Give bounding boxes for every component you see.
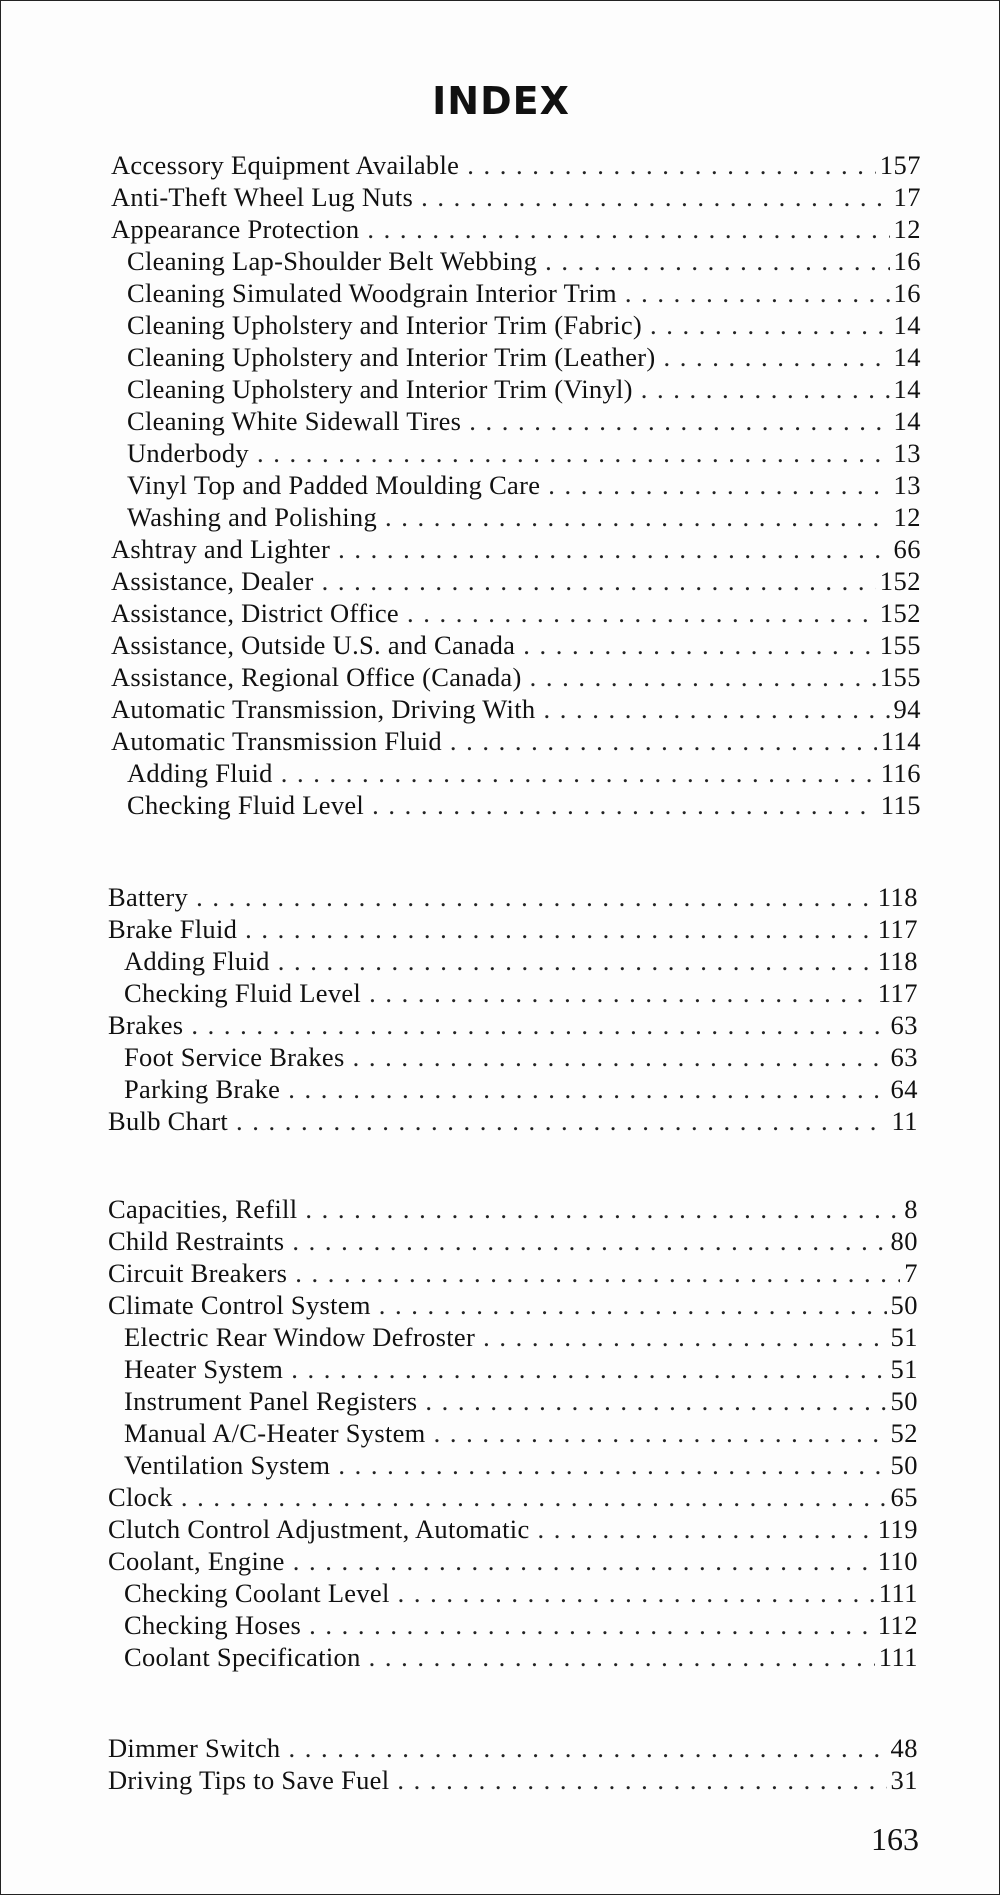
entry-page-number: 114 xyxy=(880,726,921,756)
entry-page-number: 111 xyxy=(878,1578,918,1608)
entry-page-number: 14 xyxy=(893,374,921,404)
entry-label: Brake Fluid xyxy=(108,914,238,944)
dot-leader xyxy=(181,1481,887,1513)
entry-page-number: 31 xyxy=(890,1765,918,1795)
page-title: INDEX xyxy=(432,79,570,123)
index-entry xyxy=(108,1009,918,1041)
entry-label: Brakes xyxy=(108,1010,184,1040)
index-subentry xyxy=(111,437,921,469)
entry-label: Child Restraints xyxy=(108,1226,285,1256)
dot-leader xyxy=(407,597,876,629)
entry-label: Underbody xyxy=(127,438,249,468)
dot-leader xyxy=(545,245,889,277)
entry-label: Accessory Equipment Available xyxy=(111,150,460,180)
entry-page-number: 94 xyxy=(893,694,921,724)
index-group-b xyxy=(108,881,918,1137)
entry-page-number: 13 xyxy=(893,470,921,500)
dot-leader xyxy=(397,1764,886,1796)
index-entry xyxy=(108,1764,918,1796)
entry-page-number: 50 xyxy=(890,1290,918,1320)
dot-leader xyxy=(543,693,889,725)
dot-leader xyxy=(523,629,876,661)
entry-page-number: 48 xyxy=(890,1733,918,1763)
dot-leader xyxy=(292,1225,886,1257)
entry-page-number: 118 xyxy=(877,946,918,976)
entry-label: Battery xyxy=(108,882,189,912)
index-entry xyxy=(111,213,921,245)
entry-label: Checking Fluid Level xyxy=(124,978,362,1008)
entry-page-number: 115 xyxy=(880,790,921,820)
index-subentry xyxy=(108,1577,918,1609)
index-entry xyxy=(108,1105,918,1137)
index-subentry xyxy=(111,245,921,277)
dot-leader xyxy=(367,213,889,245)
entry-label: Instrument Panel Registers xyxy=(124,1386,418,1416)
index-entry xyxy=(108,1481,918,1513)
index-entry xyxy=(108,1289,918,1321)
index-group-d xyxy=(108,1732,918,1796)
entry-page-number: 50 xyxy=(890,1450,918,1480)
index-entry xyxy=(111,661,921,693)
index-subentry xyxy=(111,469,921,501)
entry-page-number: 52 xyxy=(890,1418,918,1448)
entry-page-number: 117 xyxy=(877,914,918,944)
dot-leader xyxy=(295,1257,900,1289)
index-subentry xyxy=(108,977,918,1009)
index-entry xyxy=(111,725,921,757)
entry-page-number: 155 xyxy=(879,630,921,660)
dot-leader xyxy=(425,1385,886,1417)
entry-label: Manual A/C-Heater System xyxy=(124,1418,426,1448)
entry-label: Appearance Protection xyxy=(111,214,360,244)
entry-page-number: 63 xyxy=(890,1042,918,1072)
entry-page-number: 12 xyxy=(893,214,921,244)
dot-leader xyxy=(236,1105,887,1137)
entry-page-number: 116 xyxy=(880,758,921,788)
entry-label: Washing and Polishing xyxy=(127,502,378,532)
dot-leader xyxy=(191,1009,886,1041)
entry-label: Assistance, Dealer xyxy=(111,566,314,596)
entry-label: Coolant, Engine xyxy=(108,1546,285,1576)
dot-leader xyxy=(305,1193,900,1225)
entry-label: Bulb Chart xyxy=(108,1106,229,1136)
entry-label: Driving Tips to Save Fuel xyxy=(108,1765,390,1795)
entry-page-number: 50 xyxy=(890,1386,918,1416)
index-entry xyxy=(108,1513,918,1545)
entry-page-number: 14 xyxy=(893,310,921,340)
entry-label: Cleaning Upholstery and Interior Trim (Leather) xyxy=(127,342,656,372)
entry-page-number: 118 xyxy=(877,882,918,912)
index-subentry xyxy=(111,501,921,533)
entry-page-number: 117 xyxy=(877,978,918,1008)
dot-leader xyxy=(379,1289,887,1321)
entry-page-number: 63 xyxy=(890,1010,918,1040)
index-entry xyxy=(108,1545,918,1577)
index-entry xyxy=(111,629,921,661)
dot-leader xyxy=(196,881,874,913)
entry-label: Adding Fluid xyxy=(127,758,273,788)
entry-page-number: 112 xyxy=(877,1610,918,1640)
entry-page-number: 80 xyxy=(890,1226,918,1256)
index-subentry xyxy=(108,1321,918,1353)
entry-page-number: 7 xyxy=(904,1258,918,1288)
entry-label: Circuit Breakers xyxy=(108,1258,288,1288)
entry-label: Climate Control System xyxy=(108,1290,371,1320)
dot-leader xyxy=(469,405,889,437)
dot-leader xyxy=(278,945,874,977)
entry-label: Cleaning White Sidewall Tires xyxy=(127,406,462,436)
entry-page-number: 14 xyxy=(893,406,921,436)
entry-label: Cleaning Lap-Shoulder Belt Webbing xyxy=(127,246,538,276)
index-subentry xyxy=(108,1385,918,1417)
page-number: 163 xyxy=(871,1821,919,1857)
dot-leader xyxy=(257,437,890,469)
index-subentry xyxy=(108,1609,918,1641)
dot-leader xyxy=(548,469,889,501)
dot-leader xyxy=(288,1732,886,1764)
entry-label: Capacities, Refill xyxy=(108,1194,298,1224)
entry-label: Checking Fluid Level xyxy=(127,790,365,820)
entry-page-number: 64 xyxy=(890,1074,918,1104)
dot-leader xyxy=(434,1417,887,1449)
index-entry xyxy=(108,1257,918,1289)
dot-leader xyxy=(483,1321,886,1353)
index-subentry xyxy=(111,309,921,341)
entry-page-number: 155 xyxy=(879,662,921,692)
dot-leader xyxy=(369,977,874,1009)
dot-leader xyxy=(369,1641,875,1673)
entry-label: Checking Coolant Level xyxy=(124,1578,390,1608)
entry-label: Coolant Specification xyxy=(124,1642,361,1672)
index-subentry xyxy=(108,1417,918,1449)
entry-page-number: 8 xyxy=(904,1194,918,1224)
entry-label: Cleaning Simulated Woodgrain Interior Trim xyxy=(127,278,617,308)
dot-leader xyxy=(664,341,890,373)
index-entry xyxy=(111,565,921,597)
entry-page-number: 111 xyxy=(878,1642,918,1672)
index-subentry xyxy=(108,1041,918,1073)
entry-label: Anti-Theft Wheel Lug Nuts xyxy=(111,182,414,212)
entry-label: Dimmer Switch xyxy=(108,1733,281,1763)
entry-label: Cleaning Upholstery and Interior Trim (Fabric) xyxy=(127,310,643,340)
dot-leader xyxy=(421,181,889,213)
entry-page-number: 152 xyxy=(879,566,921,596)
index-subentry xyxy=(111,277,921,309)
dot-leader xyxy=(245,913,874,945)
entry-label: Automatic Transmission Fluid xyxy=(111,726,442,756)
entry-page-number: 13 xyxy=(893,438,921,468)
entry-label: Electric Rear Window Defroster xyxy=(124,1322,476,1352)
entry-page-number: 14 xyxy=(893,342,921,372)
dot-leader xyxy=(467,149,876,181)
dot-leader xyxy=(322,565,876,597)
dot-leader xyxy=(338,533,889,565)
dot-leader xyxy=(641,373,890,405)
dot-leader xyxy=(538,1513,874,1545)
dot-leader xyxy=(450,725,877,757)
dot-leader xyxy=(353,1041,887,1073)
entry-label: Foot Service Brakes xyxy=(124,1042,345,1072)
entry-page-number: 65 xyxy=(890,1482,918,1512)
dot-leader xyxy=(293,1545,874,1577)
index-subentry xyxy=(111,341,921,373)
entry-page-number: 157 xyxy=(879,150,921,180)
dot-leader xyxy=(625,277,890,309)
index-entry xyxy=(108,881,918,913)
dot-leader xyxy=(372,789,877,821)
index-entry xyxy=(108,1225,918,1257)
entry-label: Assistance, District Office xyxy=(111,598,399,628)
entry-label: Ashtray and Lighter xyxy=(111,534,331,564)
entry-label: Assistance, Regional Office (Canada) xyxy=(111,662,522,692)
entry-page-number: 17 xyxy=(893,182,921,212)
dot-leader xyxy=(530,661,876,693)
entry-page-number: 12 xyxy=(893,502,921,532)
entry-page-number: 16 xyxy=(893,246,921,276)
dot-leader xyxy=(385,501,889,533)
dot-leader xyxy=(288,1073,886,1105)
index-subentry xyxy=(108,1641,918,1673)
index-subentry xyxy=(111,373,921,405)
index-subentry xyxy=(108,1353,918,1385)
entry-page-number: 152 xyxy=(879,598,921,628)
index-entry xyxy=(111,597,921,629)
index-subentry xyxy=(111,757,921,789)
entry-page-number: 110 xyxy=(877,1546,918,1576)
entry-label: Vinyl Top and Padded Moulding Care xyxy=(127,470,541,500)
entry-label: Assistance, Outside U.S. and Canada xyxy=(111,630,516,660)
entry-label: Cleaning Upholstery and Interior Trim (Vinyl) xyxy=(127,374,633,404)
index-entry xyxy=(111,533,921,565)
index-entry xyxy=(111,693,921,725)
index-group-a xyxy=(111,149,921,821)
entry-label: Clutch Control Adjustment, Automatic xyxy=(108,1514,530,1544)
dot-leader xyxy=(338,1449,886,1481)
index-subentry xyxy=(108,945,918,977)
index-subentry xyxy=(108,1073,918,1105)
entry-label: Automatic Transmission, Driving With xyxy=(111,694,536,724)
index-entry xyxy=(108,1732,918,1764)
index-entry xyxy=(108,913,918,945)
entry-page-number: 16 xyxy=(893,278,921,308)
index-subentry xyxy=(108,1449,918,1481)
dot-leader xyxy=(281,757,877,789)
entry-label: Parking Brake xyxy=(124,1074,281,1104)
index-subentry xyxy=(111,789,921,821)
dot-leader xyxy=(650,309,889,341)
index-group-c xyxy=(108,1193,918,1673)
entry-label: Heater System xyxy=(124,1354,284,1384)
entry-label: Clock xyxy=(108,1482,173,1512)
index-entry xyxy=(111,181,921,213)
entry-page-number: 119 xyxy=(877,1514,918,1544)
dot-leader xyxy=(291,1353,886,1385)
entry-label: Ventilation System xyxy=(124,1450,331,1480)
entry-page-number: 51 xyxy=(890,1322,918,1352)
entry-page-number: 66 xyxy=(893,534,921,564)
index-subentry xyxy=(111,405,921,437)
index-entry xyxy=(111,149,921,181)
entry-label: Checking Hoses xyxy=(124,1610,302,1640)
dot-leader xyxy=(398,1577,875,1609)
entry-page-number: 11 xyxy=(891,1106,918,1136)
index-entry xyxy=(108,1193,918,1225)
entry-page-number: 51 xyxy=(890,1354,918,1384)
entry-label: Adding Fluid xyxy=(124,946,270,976)
dot-leader xyxy=(309,1609,874,1641)
